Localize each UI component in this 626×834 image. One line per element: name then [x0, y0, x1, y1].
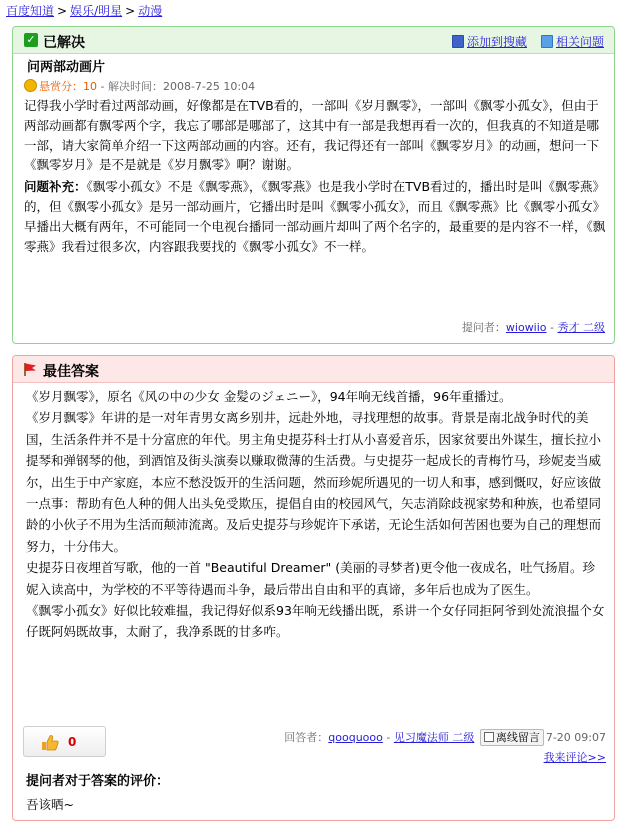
coin-icon: [24, 79, 37, 92]
asker-name-link[interactable]: wiowiio: [505, 321, 547, 334]
evaluation-title: 提问者对于答案的评价：: [26, 774, 170, 789]
best-answer-panel: [12, 355, 615, 821]
related-questions-icon: [541, 35, 553, 48]
answer-time: 7-20 09:07: [545, 731, 606, 744]
add-favorite-link[interactable]: 添加到搜藏: [466, 35, 527, 49]
resolved-time: - 解决时间：2008-7-25 10:04: [97, 80, 256, 93]
question-supplement: [24, 177, 609, 256]
answer-paragraph: 《飘零小孤女》好似比较难揾，我记得好似系93年响无线播出既，系讲一个女仔同拒阿爷到处流浪揾个女仔既阿妈既故事，太耐了，我净系既的甘多咋。: [26, 603, 605, 640]
checkmark-icon: ✓: [24, 33, 38, 47]
question-header: [13, 27, 614, 54]
asker-separator: -: [546, 321, 558, 334]
breadcrumb-subcategory[interactable]: 动漫: [138, 4, 163, 18]
supplement-text: 《飘零小孤女》不是《飘零燕》，《飘零燕》也是我小学时在TVB看过的，播出时是叫《飘零燕》的，但《飘零小孤女》是另一部动画片，它播出时是叫《飘零小孤女》，而且《飘零燕》比《飘零小孤女》早播出大概有两年，不可能同一个电视台播同一部动画片却叫了两个名字的，最重要的是内容不一样，《飘零燕》我看过很多次，内容跟我要找的《飘零小孤女》不一样。: [24, 179, 606, 254]
offline-message-label: 离线留言: [495, 731, 540, 744]
answerer-separator: -: [382, 731, 394, 744]
bookmark-icon: [452, 35, 464, 48]
question-panel: [12, 26, 615, 344]
asker-info: [462, 319, 605, 335]
best-answer-title: 最佳答案: [43, 364, 99, 380]
breadcrumb: [6, 4, 162, 18]
like-count: 0: [68, 735, 77, 749]
breadcrumb-category[interactable]: 娱乐/明星: [70, 4, 123, 18]
flag-icon: [23, 362, 38, 377]
answerer-info: [284, 729, 606, 746]
answer-paragraph: 史提芬日夜埋首写歌，他的一首 "Beautiful Dreamer" (美丽的寻梦者)更令他一夜成名，吐气扬眉。珍妮入读高中，为学校的不平等待遇而斗争，最后带出自由和平的真谛，多年后也成为了医生。: [26, 560, 596, 597]
asker-label: 提问者：: [461, 321, 506, 334]
reward-label: 悬赏分：: [39, 80, 83, 93]
answer-paragraph: 《岁月飘零》年讲的是一对年青男女离乡别井，远赴外地，寻找理想的故事。背景是南北战争时代的美国，生活条件并不是十分富庶的年代。男主角史提芬科士打从小喜爱音乐，因家贫要出外谋生，擅长拉小提琴和弹钢琴的他，到酒馆及街头演奏以赚取微薄的生活费。与史提芬一起成长的青梅竹马，珍妮麦当威尔，出生于中产家庭，本应不愁没饭开的生活问题，然而珍妮所遇见的一切人和事，感到慨叹，好应该做一点事：帮助有色人种的佣人出头免受欺压，提倡自由的校园风气，矢志消除歧视家势和种族，也希望同龄的小伙子不用为生活而颠沛流离。及后史提芬与珍妮许下承诺，无论生活如何苦困也要为自己的理想而努力，十分伟大。: [26, 410, 602, 554]
asker-evaluation: [26, 773, 606, 813]
question-meta: [24, 79, 609, 94]
breadcrumb-separator: >: [57, 4, 68, 18]
evaluation-text: 吾该晒~: [26, 797, 74, 812]
question-body: [24, 60, 609, 256]
answer-paragraph: 《岁月飘零》，原名《风の中の少女 金髪のジェニー》，94年响无线首播，96年重播过。: [26, 389, 512, 404]
message-icon: [484, 732, 494, 742]
question-text: 记得我小学时看过两部动画，好像都是在TVB看的，一部叫《岁月飘零》，一部叫《飘零小孤女》，但由于两部动画都有飘零两个字，我忘了哪部是哪部了，这其中有一部是我想再看一次的，但我真的不知道是哪一部，请大家简单介绍一下这两部动画的内容。还有，我记得还有一部叫《飘零岁月》的动画，想问一下《飘零岁月》是不是就是《岁月飘零》啊？谢谢。: [24, 98, 600, 173]
offline-message-button[interactable]: [480, 729, 544, 746]
add-comment-link[interactable]: 我来评论>>: [543, 751, 606, 764]
answer-body: [26, 386, 607, 643]
asker-level-link[interactable]: 秀才 二级: [557, 321, 605, 334]
breadcrumb-separator: >: [125, 4, 136, 18]
question-tools: [452, 33, 604, 50]
answerer-label: 回答者：: [284, 731, 329, 744]
answerer-level-link[interactable]: 见习魔法师 二级: [393, 731, 475, 744]
answerer-name-link[interactable]: qooquooo: [328, 731, 383, 744]
answer-header: [13, 356, 614, 383]
reward-value: 10: [83, 80, 97, 93]
solved-status: 已解决: [43, 35, 85, 51]
thumbs-up-icon: [41, 734, 59, 751]
supplement-label: 问题补充：: [24, 179, 87, 195]
related-questions-link[interactable]: 相关问题: [555, 35, 604, 49]
like-button[interactable]: [23, 726, 106, 757]
breadcrumb-home[interactable]: 百度知道: [6, 4, 55, 18]
question-title: 问两部动画片: [27, 60, 106, 75]
